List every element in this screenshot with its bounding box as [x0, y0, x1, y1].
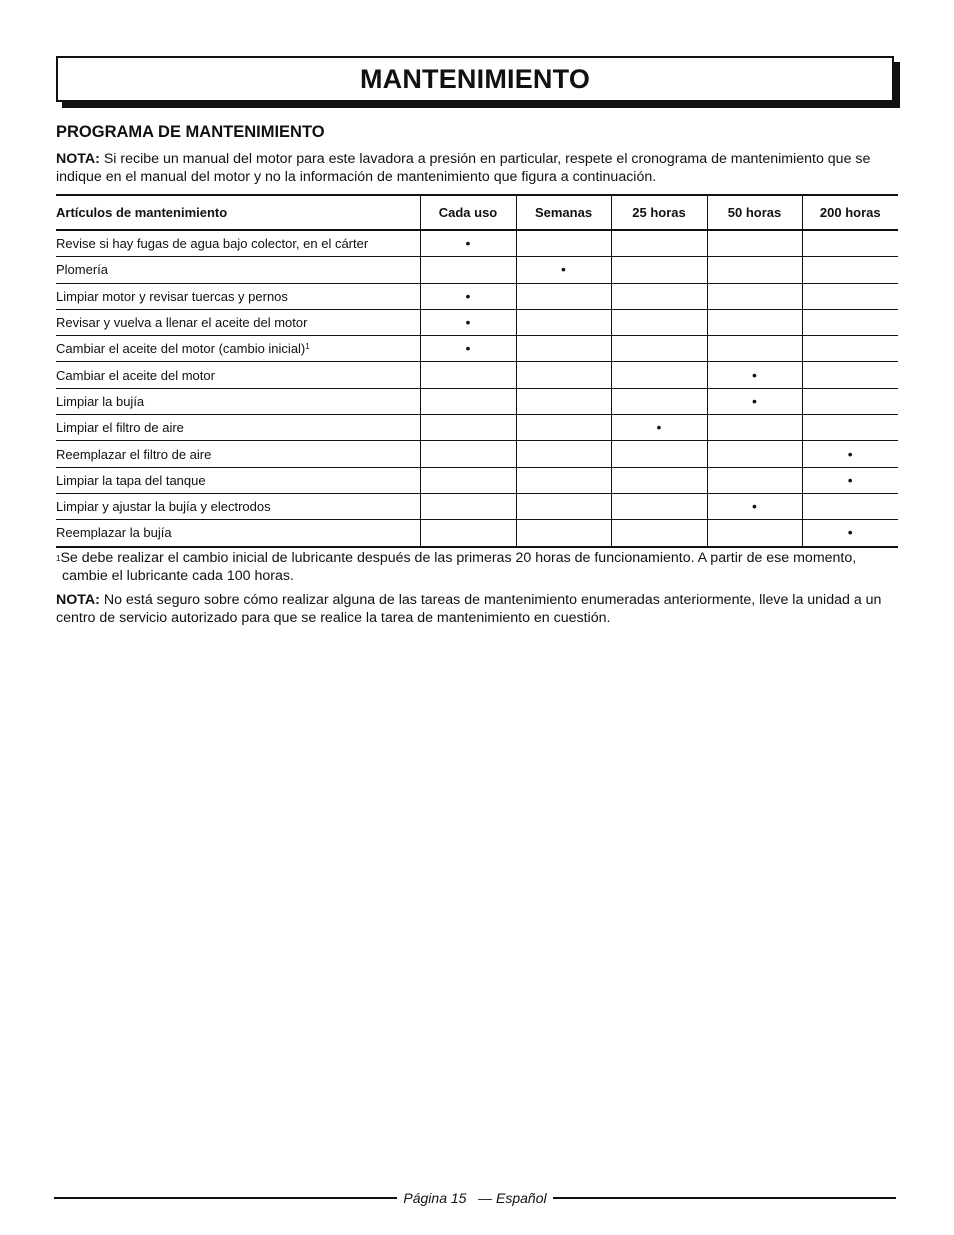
note-label: NOTA:	[56, 592, 100, 608]
interval-cell-weeks	[516, 230, 611, 257]
interval-cell-25-hours	[611, 493, 707, 519]
note-text: No está seguro sobre cómo realizar alguna de las tareas de mantenimiento enumeradas anteriormente, lleve la unidad a un centro de servicio autorizado para que se realice la tarea de mantenimiento en cuestión.	[56, 592, 882, 626]
interval-cell-50-hours	[707, 362, 802, 388]
interval-cell-50-hours	[707, 309, 802, 335]
interval-cell-50-hours	[707, 520, 802, 547]
interval-cell-weeks	[516, 336, 611, 362]
footnote-ref: 1	[305, 342, 310, 352]
interval-cell-200-hours	[802, 493, 898, 519]
interval-cell-200-hours	[802, 230, 898, 257]
interval-cell-200-hours	[802, 441, 898, 467]
maintenance-item-label: Cambiar el aceite del motor	[56, 367, 215, 383]
interval-cell-each-use	[420, 257, 516, 283]
bullet-mark: •	[465, 314, 471, 331]
maintenance-item	[56, 230, 420, 257]
interval-cell-50-hours	[707, 257, 802, 283]
table-row	[56, 309, 898, 335]
table-row	[56, 388, 898, 414]
interval-cell-50-hours	[707, 467, 802, 493]
interval-cell-weeks	[516, 520, 611, 547]
interval-cell-50-hours	[707, 336, 802, 362]
interval-cell-weeks	[516, 283, 611, 309]
page-footer	[54, 1188, 896, 1208]
maintenance-item	[56, 257, 420, 283]
footer-language: — Español	[478, 1190, 547, 1206]
bullet-mark: •	[465, 235, 471, 252]
maintenance-item	[56, 415, 420, 441]
table-row	[56, 415, 898, 441]
maintenance-item-label: Revisar y vuelva a llenar el aceite del motor	[56, 315, 308, 331]
table-row	[56, 493, 898, 519]
maintenance-item	[56, 493, 420, 519]
interval-cell-each-use	[420, 493, 516, 519]
footer-rule-left	[54, 1197, 397, 1199]
interval-cell-50-hours	[707, 388, 802, 414]
interval-cell-50-hours	[707, 283, 802, 309]
table-row	[56, 283, 898, 309]
interval-cell-50-hours	[707, 230, 802, 257]
footer-page-number: Página 15	[403, 1190, 467, 1206]
header-weeks: Semanas	[516, 195, 611, 230]
header-25-hours: 25 horas	[611, 195, 707, 230]
maintenance-item-label: Limpiar motor y revisar tuercas y pernos	[56, 288, 288, 304]
footnote-marker: 1	[56, 554, 61, 563]
maintenance-item	[56, 388, 420, 414]
interval-cell-200-hours	[802, 362, 898, 388]
interval-cell-50-hours	[707, 493, 802, 519]
note-service-center	[56, 591, 898, 627]
bullet-mark: •	[465, 287, 471, 304]
interval-cell-50-hours	[707, 415, 802, 441]
maintenance-item-label: Limpiar y ajustar la bujía y electrodos	[56, 499, 271, 515]
interval-cell-each-use	[420, 230, 516, 257]
maintenance-item	[56, 362, 420, 388]
interval-cell-200-hours	[802, 388, 898, 414]
interval-cell-200-hours	[802, 415, 898, 441]
interval-cell-25-hours	[611, 257, 707, 283]
note-text: Si recibe un manual del motor para este lavadora a presión en particular, respete el cronograma de mantenimiento que se indique en el manual del motor y no la información de mantenimiento que figura a continuación.	[56, 151, 871, 185]
interval-cell-each-use	[420, 388, 516, 414]
footnote	[56, 549, 904, 585]
maintenance-item-label: Limpiar la bujía	[56, 393, 145, 409]
interval-cell-weeks	[516, 257, 611, 283]
interval-cell-25-hours	[611, 336, 707, 362]
maintenance-item-label: Plomería	[56, 262, 109, 278]
table-row	[56, 362, 898, 388]
maintenance-item-label: Limpiar el filtro de aire	[56, 420, 184, 436]
interval-cell-200-hours	[802, 309, 898, 335]
interval-cell-weeks	[516, 493, 611, 519]
page-title-box	[56, 56, 894, 102]
interval-cell-each-use	[420, 362, 516, 388]
table-row	[56, 230, 898, 257]
interval-cell-25-hours	[611, 388, 707, 414]
interval-cell-each-use	[420, 309, 516, 335]
bullet-mark: •	[847, 471, 853, 488]
bullet-mark: •	[847, 524, 853, 541]
maintenance-item	[56, 309, 420, 335]
table-row	[56, 520, 898, 547]
bullet-mark: •	[656, 419, 662, 436]
bullet-mark: •	[465, 340, 471, 357]
interval-cell-each-use	[420, 283, 516, 309]
interval-cell-200-hours	[802, 336, 898, 362]
interval-cell-weeks	[516, 309, 611, 335]
note-engine-manual	[56, 150, 898, 186]
interval-cell-25-hours	[611, 467, 707, 493]
table-row	[56, 441, 898, 467]
interval-cell-weeks	[516, 388, 611, 414]
interval-cell-25-hours	[611, 283, 707, 309]
interval-cell-25-hours	[611, 415, 707, 441]
header-200-hours: 200 horas	[802, 195, 898, 230]
interval-cell-200-hours	[802, 283, 898, 309]
interval-cell-each-use	[420, 415, 516, 441]
maintenance-table	[56, 194, 898, 548]
interval-cell-25-hours	[611, 362, 707, 388]
bullet-mark: •	[752, 498, 757, 515]
maintenance-item-label: Reemplazar el filtro de aire	[56, 446, 212, 462]
interval-cell-weeks	[516, 441, 611, 467]
interval-cell-25-hours	[611, 309, 707, 335]
header-items: Artículos de mantenimiento	[56, 195, 420, 230]
footnote-text: Se debe realizar el cambio inicial de lubricante después de las primeras 20 horas de funcionamiento. A partir de ese momento, cambie el lubricante cada 100 horas.	[60, 550, 857, 584]
header-each-use: Cada uso	[420, 195, 516, 230]
bullet-mark: •	[752, 366, 757, 383]
footer-label	[397, 1190, 552, 1206]
interval-cell-200-hours	[802, 257, 898, 283]
interval-cell-25-hours	[611, 441, 707, 467]
footer-rule-right	[553, 1197, 896, 1199]
interval-cell-200-hours	[802, 467, 898, 493]
interval-cell-weeks	[516, 362, 611, 388]
interval-cell-25-hours	[611, 230, 707, 257]
bullet-mark: •	[847, 445, 853, 462]
page-title: MANTENIMIENTO	[359, 63, 591, 94]
maintenance-item-label: Limpiar la tapa del tanque	[56, 472, 206, 488]
header-50-hours: 50 horas	[707, 195, 802, 230]
interval-cell-weeks	[516, 467, 611, 493]
maintenance-item	[56, 441, 420, 467]
table-header-row	[56, 195, 898, 230]
bullet-mark: •	[561, 261, 566, 278]
note-label: NOTA:	[56, 151, 100, 167]
interval-cell-50-hours	[707, 441, 802, 467]
maintenance-item	[56, 520, 420, 547]
table-row	[56, 467, 898, 493]
interval-cell-each-use	[420, 441, 516, 467]
maintenance-item	[56, 283, 420, 309]
interval-cell-weeks	[516, 415, 611, 441]
maintenance-item-label: Revise si hay fugas de agua bajo colector, en el cárter	[56, 236, 369, 252]
section-title: PROGRAMA DE MANTENIMIENTO	[56, 123, 325, 141]
maintenance-item-label: Reemplazar la bujía	[56, 525, 172, 541]
table-row	[56, 257, 898, 283]
maintenance-item-label: Cambiar el aceite del motor (cambio inicial)	[56, 341, 306, 357]
interval-cell-each-use	[420, 336, 516, 362]
interval-cell-each-use	[420, 467, 516, 493]
bullet-mark: •	[752, 392, 757, 409]
interval-cell-200-hours	[802, 520, 898, 547]
maintenance-item	[56, 336, 420, 362]
maintenance-item	[56, 467, 420, 493]
table-row	[56, 336, 898, 362]
maintenance-table-body	[56, 230, 898, 547]
interval-cell-25-hours	[611, 520, 707, 547]
interval-cell-each-use	[420, 520, 516, 547]
